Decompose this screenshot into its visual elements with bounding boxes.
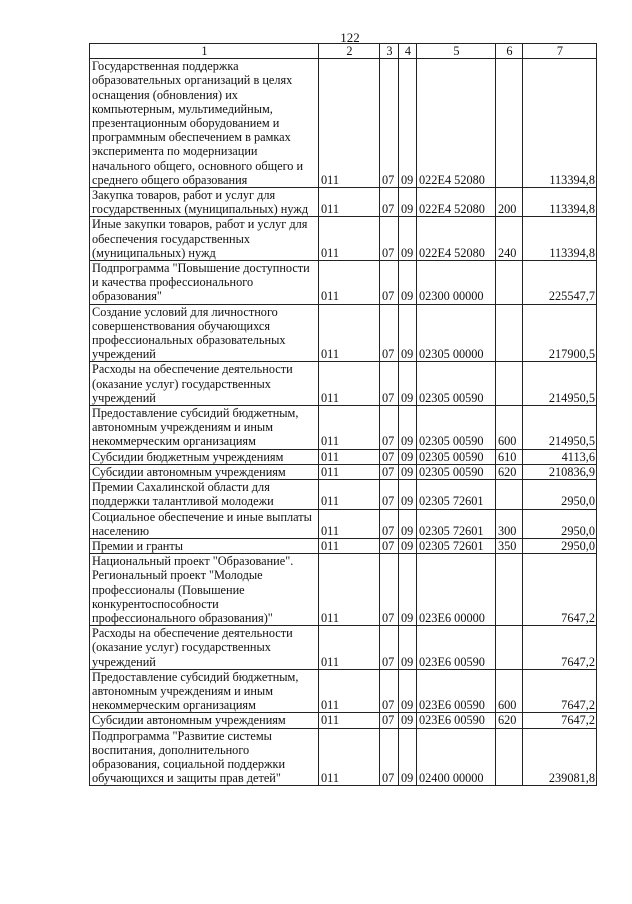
section-code-cell: 07 bbox=[380, 554, 399, 626]
subsection-code-cell: 09 bbox=[399, 261, 417, 305]
amount-cell: 217900,5 bbox=[523, 304, 597, 362]
amount-cell: 2950,0 bbox=[523, 480, 597, 509]
section-code-cell: 07 bbox=[380, 59, 399, 188]
col-header-4: 4 bbox=[399, 44, 417, 59]
subsection-code-cell: 09 bbox=[399, 449, 417, 464]
table-row bbox=[90, 509, 597, 538]
target-article-cell: 023Е6 00590 bbox=[417, 713, 496, 728]
expense-type-cell: 620 bbox=[496, 464, 523, 479]
table-row bbox=[90, 626, 597, 670]
admin-code-cell: 011 bbox=[319, 406, 380, 450]
admin-code-cell: 011 bbox=[319, 728, 380, 786]
amount-cell: 239081,8 bbox=[523, 728, 597, 786]
row-name-cell: Предоставление субсидий бюджетным, автономным учреждениям и иным некоммерческим организациям bbox=[90, 406, 319, 450]
row-name-cell: Иные закупки товаров, работ и услуг для обеспечения государственных (муниципальных) нужд bbox=[90, 217, 319, 261]
expense-type-cell bbox=[496, 728, 523, 786]
expense-type-cell bbox=[496, 626, 523, 670]
section-code-cell: 07 bbox=[380, 304, 399, 362]
expense-type-cell: 600 bbox=[496, 406, 523, 450]
row-name-cell: Национальный проект "Образование". Региональный проект "Молодые профессионалы (Повышение конкурентоспособности профессионального образования)" bbox=[90, 554, 319, 626]
section-code-cell: 07 bbox=[380, 626, 399, 670]
expense-type-cell bbox=[496, 59, 523, 188]
admin-code-cell: 011 bbox=[319, 669, 380, 713]
amount-cell: 210836,9 bbox=[523, 464, 597, 479]
amount-cell: 214950,5 bbox=[523, 406, 597, 450]
target-article-cell: 02305 00590 bbox=[417, 464, 496, 479]
subsection-code-cell: 09 bbox=[399, 728, 417, 786]
expense-type-cell: 300 bbox=[496, 509, 523, 538]
table-row bbox=[90, 728, 597, 786]
admin-code-cell: 011 bbox=[319, 713, 380, 728]
table-row bbox=[90, 538, 597, 553]
subsection-code-cell: 09 bbox=[399, 626, 417, 670]
section-code-cell: 07 bbox=[380, 728, 399, 786]
amount-cell: 214950,5 bbox=[523, 362, 597, 406]
header-row bbox=[90, 44, 597, 59]
subsection-code-cell: 09 bbox=[399, 480, 417, 509]
row-name-cell: Расходы на обеспечение деятельности (оказание услуг) государственных учреждений bbox=[90, 626, 319, 670]
section-code-cell: 07 bbox=[380, 509, 399, 538]
table-row bbox=[90, 406, 597, 450]
col-header-5: 5 bbox=[417, 44, 496, 59]
expense-type-cell bbox=[496, 554, 523, 626]
amount-cell: 113394,8 bbox=[523, 188, 597, 217]
table-row bbox=[90, 261, 597, 305]
admin-code-cell: 011 bbox=[319, 261, 380, 305]
table-row bbox=[90, 554, 597, 626]
target-article-cell: 02305 72601 bbox=[417, 509, 496, 538]
admin-code-cell: 011 bbox=[319, 188, 380, 217]
target-article-cell: 02300 00000 bbox=[417, 261, 496, 305]
amount-cell: 7647,2 bbox=[523, 626, 597, 670]
subsection-code-cell: 09 bbox=[399, 554, 417, 626]
subsection-code-cell: 09 bbox=[399, 464, 417, 479]
admin-code-cell: 011 bbox=[319, 464, 380, 479]
expense-type-cell bbox=[496, 304, 523, 362]
admin-code-cell: 011 bbox=[319, 509, 380, 538]
section-code-cell: 07 bbox=[380, 362, 399, 406]
subsection-code-cell: 09 bbox=[399, 217, 417, 261]
section-code-cell: 07 bbox=[380, 217, 399, 261]
amount-cell: 113394,8 bbox=[523, 59, 597, 188]
target-article-cell: 022Е4 52080 bbox=[417, 217, 496, 261]
admin-code-cell: 011 bbox=[319, 449, 380, 464]
target-article-cell: 022Е4 52080 bbox=[417, 59, 496, 188]
table-row bbox=[90, 362, 597, 406]
table-row bbox=[90, 464, 597, 479]
budget-table bbox=[89, 43, 597, 786]
subsection-code-cell: 09 bbox=[399, 669, 417, 713]
admin-code-cell: 011 bbox=[319, 362, 380, 406]
row-name-cell: Социальное обеспечение и иные выплаты населению bbox=[90, 509, 319, 538]
amount-cell: 7647,2 bbox=[523, 554, 597, 626]
amount-cell: 2950,0 bbox=[523, 509, 597, 538]
row-name-cell: Субсидии бюджетным учреждениям bbox=[90, 449, 319, 464]
amount-cell: 7647,2 bbox=[523, 669, 597, 713]
section-code-cell: 07 bbox=[380, 538, 399, 553]
subsection-code-cell: 09 bbox=[399, 713, 417, 728]
subsection-code-cell: 09 bbox=[399, 188, 417, 217]
row-name-cell: Субсидии автономным учреждениям bbox=[90, 464, 319, 479]
target-article-cell: 02305 00000 bbox=[417, 304, 496, 362]
expense-type-cell bbox=[496, 261, 523, 305]
row-name-cell: Создание условий для личностного совершенствования обучающихся профессиональных образовательных учреждений bbox=[90, 304, 319, 362]
table-row bbox=[90, 713, 597, 728]
section-code-cell: 07 bbox=[380, 669, 399, 713]
row-name-cell: Закупка товаров, работ и услуг для государственных (муниципальных) нужд bbox=[90, 188, 319, 217]
admin-code-cell: 011 bbox=[319, 304, 380, 362]
section-code-cell: 07 bbox=[380, 480, 399, 509]
row-name-cell: Государственная поддержка образовательных организаций в целях оснащения (обновления) их компьютерным, мультимедийным, презентационным оборудованием и программным обеспечением в рамках эксперимента по модернизации начального общего, основного общего и среднего общего образования bbox=[90, 59, 319, 188]
section-code-cell: 07 bbox=[380, 261, 399, 305]
page-number: 122 bbox=[340, 30, 360, 45]
section-code-cell: 07 bbox=[380, 464, 399, 479]
target-article-cell: 02305 00590 bbox=[417, 406, 496, 450]
section-code-cell: 07 bbox=[380, 713, 399, 728]
expense-type-cell: 240 bbox=[496, 217, 523, 261]
amount-cell: 2950,0 bbox=[523, 538, 597, 553]
amount-cell: 4113,6 bbox=[523, 449, 597, 464]
subsection-code-cell: 09 bbox=[399, 304, 417, 362]
target-article-cell: 02305 00590 bbox=[417, 362, 496, 406]
amount-cell: 7647,2 bbox=[523, 713, 597, 728]
subsection-code-cell: 09 bbox=[399, 362, 417, 406]
admin-code-cell: 011 bbox=[319, 626, 380, 670]
row-name-cell: Предоставление субсидий бюджетным, автономным учреждениям и иным некоммерческим организациям bbox=[90, 669, 319, 713]
row-name-cell: Подпрограмма "Развитие системы воспитания, дополнительного образования, социальной поддержки обучающихся и защиты прав детей" bbox=[90, 728, 319, 786]
target-article-cell: 02305 72601 bbox=[417, 538, 496, 553]
target-article-cell: 023Е6 00590 bbox=[417, 669, 496, 713]
col-header-1: 1 bbox=[90, 44, 319, 59]
subsection-code-cell: 09 bbox=[399, 509, 417, 538]
section-code-cell: 07 bbox=[380, 449, 399, 464]
section-code-cell: 07 bbox=[380, 406, 399, 450]
table-row bbox=[90, 188, 597, 217]
subsection-code-cell: 09 bbox=[399, 406, 417, 450]
col-header-6: 6 bbox=[496, 44, 523, 59]
admin-code-cell: 011 bbox=[319, 554, 380, 626]
subsection-code-cell: 09 bbox=[399, 59, 417, 188]
target-article-cell: 02400 00000 bbox=[417, 728, 496, 786]
col-header-7: 7 bbox=[523, 44, 597, 59]
row-name-cell: Премии и гранты bbox=[90, 538, 319, 553]
table-row bbox=[90, 304, 597, 362]
table-row bbox=[90, 449, 597, 464]
table-row bbox=[90, 669, 597, 713]
row-name-cell: Субсидии автономным учреждениям bbox=[90, 713, 319, 728]
expense-type-cell: 610 bbox=[496, 449, 523, 464]
admin-code-cell: 011 bbox=[319, 217, 380, 261]
target-article-cell: 02305 72601 bbox=[417, 480, 496, 509]
table-row bbox=[90, 217, 597, 261]
admin-code-cell: 011 bbox=[319, 538, 380, 553]
table-row bbox=[90, 480, 597, 509]
row-name-cell: Премии Сахалинской области для поддержки талантливой молодежи bbox=[90, 480, 319, 509]
section-code-cell: 07 bbox=[380, 188, 399, 217]
target-article-cell: 023Е6 00590 bbox=[417, 626, 496, 670]
row-name-cell: Расходы на обеспечение деятельности (оказание услуг) государственных учреждений bbox=[90, 362, 319, 406]
amount-cell: 113394,8 bbox=[523, 217, 597, 261]
col-header-2: 2 bbox=[319, 44, 380, 59]
row-name-cell: Подпрограмма "Повышение доступности и качества профессионального образования" bbox=[90, 261, 319, 305]
target-article-cell: 022Е4 52080 bbox=[417, 188, 496, 217]
admin-code-cell: 011 bbox=[319, 59, 380, 188]
target-article-cell: 023Е6 00000 bbox=[417, 554, 496, 626]
expense-type-cell: 200 bbox=[496, 188, 523, 217]
subsection-code-cell: 09 bbox=[399, 538, 417, 553]
expense-type-cell: 620 bbox=[496, 713, 523, 728]
expense-type-cell: 350 bbox=[496, 538, 523, 553]
admin-code-cell: 011 bbox=[319, 480, 380, 509]
target-article-cell: 02305 00590 bbox=[417, 449, 496, 464]
amount-cell: 225547,7 bbox=[523, 261, 597, 305]
expense-type-cell: 600 bbox=[496, 669, 523, 713]
expense-type-cell bbox=[496, 480, 523, 509]
col-header-3: 3 bbox=[380, 44, 399, 59]
expense-type-cell bbox=[496, 362, 523, 406]
table-row bbox=[90, 59, 597, 188]
